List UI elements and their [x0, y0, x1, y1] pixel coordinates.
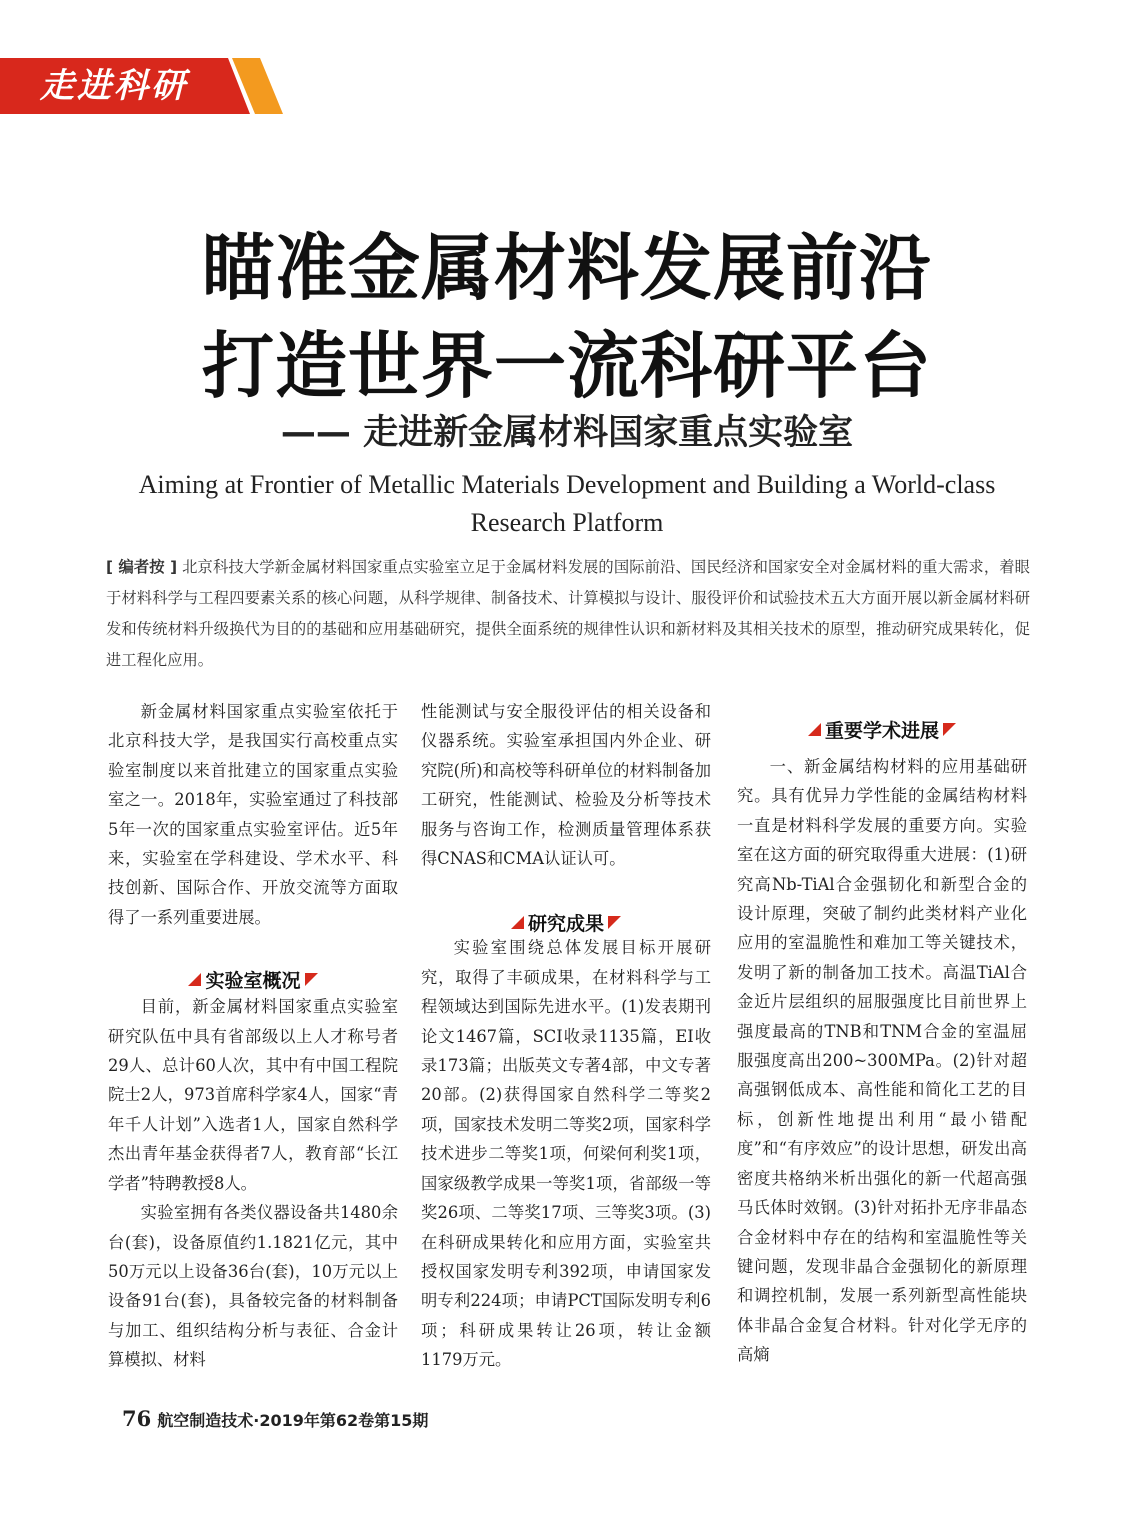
- section-heading-progress: [737, 713, 1027, 749]
- heading-marker-right: [943, 723, 956, 736]
- paragraph: 目前，新金属材料国家重点实验室研究队伍中具有省部级以上人才称号者29人、总计60人次，其中有中国工程院院士2人，973首席科学家4人，国家“青年千人计划”入选者1人，国家自然科学杰出青年基金获得者7人，教育部“长江学者”特聘教授8人。: [108, 997, 398, 1193]
- section-heading-results: [421, 906, 711, 942]
- editor-note-text: 北京科技大学新金属材料国家重点实验室立足于金属材料发展的国际前沿、国民经济和国家安全对金属材料的重大需求，着眼于材料科学与工程四要素关系的核心问题，从科学规律、制备技术、计算模拟与设计、服役评价和试验技术五大方面开展以新金属材料研发和传统材料升级换代为目的的基础和应用基础研究，提供全面系统的规律性认识和新材料及其相关技术的原型，推动研究成果转化，促进工程化应用。: [106, 558, 1030, 669]
- banner-label: 走进科研: [40, 66, 188, 106]
- paragraph: 一、新金属结构材料的应用基础研究。具有优异力学性能的金属结构材料一直是材料科学发展的重要方向。实验室在这方面的研究取得重大进展：(1)研究高Nb-TiAl合金强韧化和新型合金的设计原理，突破了制约此类材料产业化应用的室温脆性和难加工等关键技术，发明了新的制备加工技术。高温TiAl合金近片层组织的屈服强度比目前世界上强度最高的TNB和TNM合金的室温屈服强度高出200~300MPa。(2)针对超高强钢低成本、高性能和简化工艺的目标，创新性地提出利用“最小错配度”和“有序效应”的设计思想，研发出高密度共格纳米析出强化的新一代超高强马氏体时效钢。(3)针对拓扑无序非晶态合金材料中存在的结构和室温脆性等关键问题，发现非晶合金强韧化的新原理和调控机制，发展一系列新型高性能块体非晶合金复合材料。针对化学无序的高熵: [737, 757, 1027, 1365]
- section-heading-overview: [108, 963, 398, 999]
- column-2: [421, 697, 711, 1375]
- heading-marker-right: [305, 973, 318, 986]
- heading-marker-left: [808, 723, 821, 736]
- column-3: [737, 752, 1027, 1370]
- paragraph: 实验室拥有各类仪器设备共1480余台(套)，设备原值约1.1821亿元，其中50万元以上设备36台(套)，10万元以上设备91台(套)，具备较完备的材料制备与加工、组织结构分析与表征、合金计算模拟、材料: [108, 1203, 398, 1370]
- paragraph: 实验室围绕总体发展目标开展研究，取得了丰硕成果，在材料科学与工程领域达到国际先进水平。(1)发表期刊论文1467篇，SCI收录1135篇，EI收录173篇；出版英文专著4部，中文专著20部。(2)获得国家自然科学二等奖2项，国家技术发明二等奖2项，国家科学技术进步二等奖1项，何梁何利奖1项，国家级教学成果一等奖1项，省部级一等奖26项、二等奖17项、三等奖3项。(3)在科研成果转化和应用方面，实验室共授权国家发明专利392项，申请国家发明专利224项；申请PCT国际发明专利6项；科研成果转让26项，转让金额1179万元。: [421, 938, 711, 1370]
- english-title-line-2: Research Platform: [470, 508, 664, 537]
- editor-note-label: [ 编者按 ]: [106, 558, 178, 576]
- headline-line-1: 瞄准金属材料发展前沿: [201, 226, 932, 310]
- english-title-line-1: Aiming at Frontier of Metallic Materials Development and Building a World-class: [138, 470, 996, 499]
- page-footer: [122, 1404, 428, 1434]
- editor-note: [106, 552, 1030, 676]
- section-heading-text: 研究成果: [527, 913, 604, 935]
- column-1: [108, 697, 398, 1375]
- journal-issue: ·2019年第62卷第15期: [253, 1411, 429, 1430]
- heading-marker-right: [608, 916, 621, 929]
- journal-name: 航空制造技术: [157, 1411, 254, 1430]
- heading-marker-left: [511, 916, 524, 929]
- section-heading-text: 重要学术进展: [824, 720, 939, 742]
- subtitle: —— 走进新金属材料国家重点实验室: [280, 413, 854, 453]
- headline-line-2: 打造世界一流科研平台: [201, 324, 932, 408]
- page-number: 76: [122, 1406, 152, 1431]
- section-banner: [0, 58, 283, 114]
- paragraph: 新金属材料国家重点实验室依托于北京科技大学，是我国实行高校重点实验室制度以来首批建立的国家重点实验室之一。2018年，实验室通过了科技部5年一次的国家重点实验室评估。近5年来，实验室在学科建设、学术水平、科技创新、国际合作、开放交流等方面取得了一系列重要进展。: [108, 702, 398, 927]
- heading-marker-left: [188, 973, 201, 986]
- section-heading-text: 实验室概况: [205, 970, 301, 992]
- paragraph: 性能测试与安全服役评估的相关设备和仪器系统。实验室承担国内外企业、研究院(所)和高校等科研单位的材料制备加工研究，性能测试、检验及分析等技术服务与咨询工作，检测质量管理体系获得CNAS和CMA认证认可。: [421, 702, 711, 869]
